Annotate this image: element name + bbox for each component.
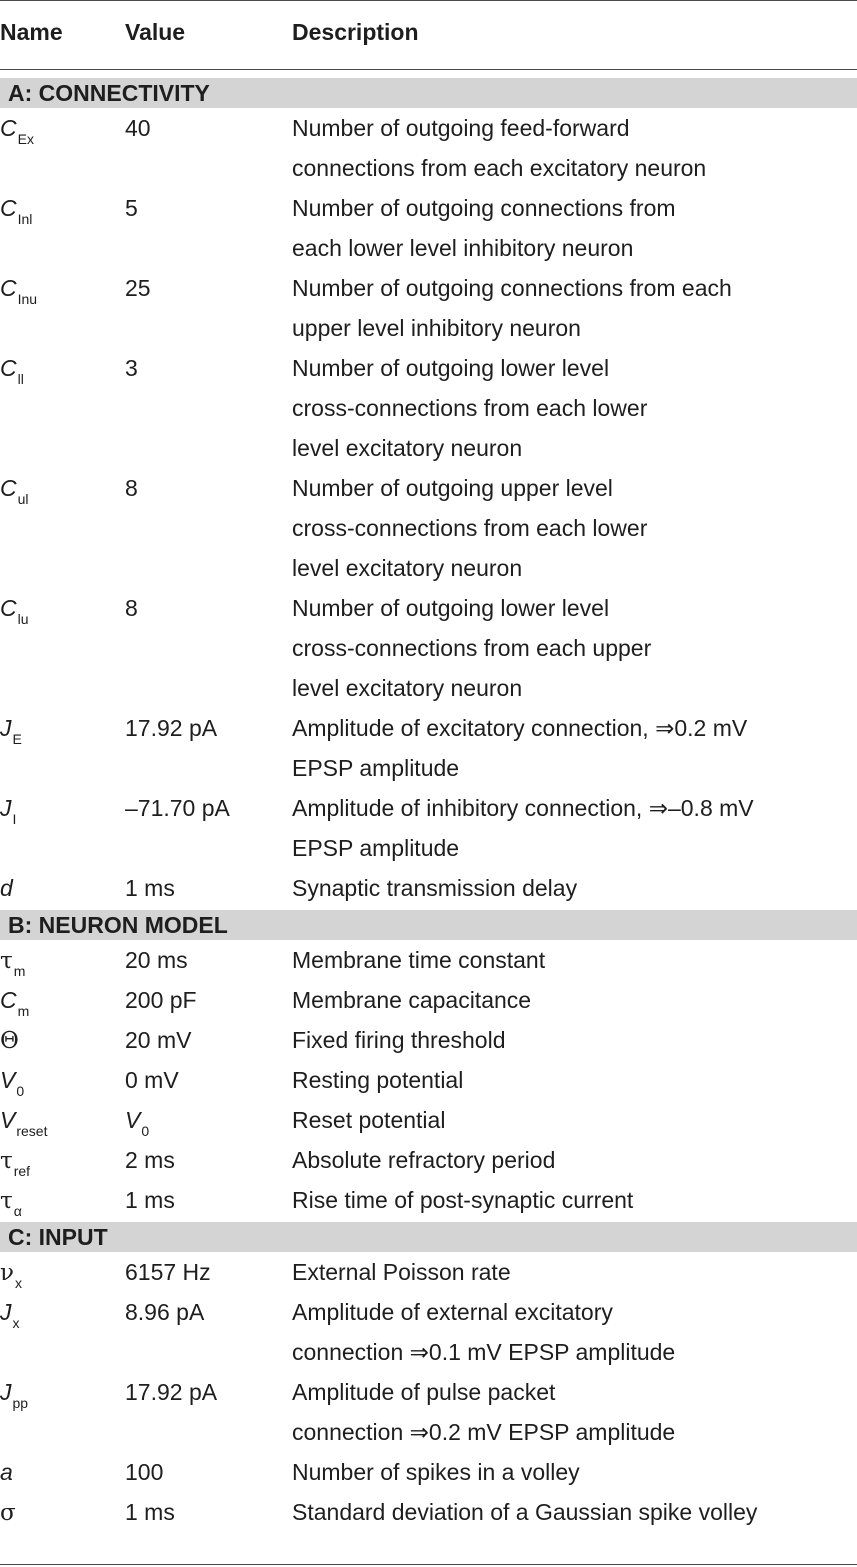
table-row	[0, 188, 857, 268]
description-line: Number of outgoing upper level	[292, 475, 613, 501]
param-name	[0, 108, 34, 151]
description-line: connections from each excitatory neuron	[292, 155, 707, 181]
header-description: Description	[292, 19, 419, 45]
param-symbol: C	[0, 595, 17, 621]
param-description	[292, 1140, 555, 1180]
description-line: cross-connections from each lower	[292, 395, 648, 421]
param-subscript: x	[14, 1275, 22, 1291]
param-name	[0, 1452, 14, 1495]
description-line: EPSP amplitude	[292, 755, 460, 781]
param-subscript: α	[13, 1203, 22, 1219]
param-value	[125, 1060, 180, 1103]
param-subscript: pp	[12, 1395, 29, 1411]
table-row	[0, 1180, 857, 1220]
param-symbol: C	[0, 355, 17, 381]
param-subscript: ll	[17, 371, 24, 387]
param-value	[125, 468, 139, 511]
table-row	[0, 1492, 857, 1532]
param-symbol: d	[0, 875, 13, 901]
param-symbol: C	[0, 115, 17, 141]
param-value-text: 0 mV	[125, 1067, 179, 1093]
param-value	[125, 1292, 205, 1335]
table-row	[0, 1252, 857, 1292]
description-line: upper level inhibitory neuron	[292, 315, 581, 341]
param-symbol: ν	[0, 1260, 14, 1286]
param-description	[292, 1180, 633, 1220]
param-symbol: τ	[0, 1188, 13, 1214]
table-row	[0, 108, 857, 188]
param-subscript: reset	[16, 1123, 48, 1139]
param-value	[125, 1452, 164, 1495]
param-symbol: τ	[0, 1148, 13, 1174]
param-description	[292, 708, 747, 788]
param-description	[292, 980, 531, 1020]
param-name	[0, 588, 29, 631]
param-value	[125, 1252, 212, 1295]
param-name	[0, 1492, 17, 1535]
description-line: EPSP amplitude	[292, 835, 460, 861]
param-value-text: 8.96 pA	[125, 1299, 205, 1325]
param-description	[292, 1100, 445, 1140]
table-row	[0, 940, 857, 980]
table-row	[0, 1140, 857, 1180]
param-symbol: J	[0, 1299, 12, 1325]
param-name	[0, 1140, 30, 1183]
param-value	[125, 1020, 192, 1063]
table-row	[0, 1452, 857, 1492]
param-description	[292, 468, 647, 588]
description-line: Number of outgoing lower level	[292, 355, 610, 381]
param-value	[125, 1492, 176, 1535]
param-name	[0, 468, 29, 511]
param-description	[292, 868, 577, 908]
param-value	[125, 1100, 149, 1143]
description-line: Number of spikes in a volley	[292, 1459, 580, 1485]
description-line: Synaptic transmission delay	[292, 875, 578, 901]
param-value	[125, 980, 198, 1023]
param-name	[0, 1180, 22, 1223]
description-line: connection ⇒0.2 mV EPSP amplitude	[292, 1419, 676, 1445]
param-value-subscript: 0	[141, 1123, 150, 1139]
header-value: Value	[125, 19, 186, 45]
section-header: B: NEURON MODEL	[0, 910, 857, 940]
param-subscript: ref	[13, 1163, 31, 1179]
description-line: connection ⇒0.1 mV EPSP amplitude	[292, 1339, 676, 1365]
param-name	[0, 188, 32, 231]
param-symbol: a	[0, 1459, 13, 1485]
param-description	[292, 1292, 675, 1372]
param-subscript: m	[17, 1003, 30, 1019]
param-value-text: 1 ms	[125, 1187, 175, 1213]
param-name	[0, 1372, 28, 1415]
param-name	[0, 268, 37, 311]
param-value-text: 100	[125, 1459, 164, 1485]
param-name	[0, 1060, 24, 1103]
param-subscript: Ex	[17, 131, 34, 147]
table-row	[0, 268, 857, 348]
param-value	[125, 588, 139, 631]
description-line: Amplitude of excitatory connection, ⇒0.2 mV	[292, 715, 748, 741]
table-row	[0, 708, 857, 788]
param-symbol: V	[0, 1107, 16, 1133]
parameter-table-body	[0, 78, 857, 1532]
param-value-text: 6157 Hz	[125, 1259, 211, 1285]
param-value	[125, 1180, 176, 1223]
param-name	[0, 1020, 20, 1063]
param-value	[125, 788, 231, 831]
param-value-text: V	[125, 1107, 141, 1133]
param-value	[125, 188, 139, 231]
description-line: Fixed firing threshold	[292, 1027, 506, 1053]
description-line: Resting potential	[292, 1067, 464, 1093]
param-value	[125, 708, 218, 751]
param-value-text: –71.70 pA	[125, 795, 230, 821]
param-description	[292, 588, 651, 708]
param-symbol: V	[0, 1067, 16, 1093]
param-value-text: 20 mV	[125, 1027, 192, 1053]
description-line: cross-connections from each upper	[292, 635, 652, 661]
table-row	[0, 1292, 857, 1372]
description-line: Reset potential	[292, 1107, 446, 1133]
description-line: Number of outgoing connections from each	[292, 275, 732, 301]
param-description	[292, 1020, 506, 1060]
param-symbol: J	[0, 795, 12, 821]
section-header: C: INPUT	[0, 1222, 857, 1252]
description-line: External Poisson rate	[292, 1259, 511, 1285]
param-subscript: Inu	[17, 291, 38, 307]
param-subscript: Inl	[17, 211, 33, 227]
param-value-text: 5	[125, 195, 138, 221]
param-description	[292, 1060, 463, 1100]
param-value-text: 20 ms	[125, 947, 188, 973]
param-symbol: σ	[0, 1500, 16, 1526]
param-value	[125, 940, 189, 983]
header-name: Name	[0, 19, 63, 45]
header-rule	[0, 69, 857, 70]
param-name	[0, 980, 29, 1023]
param-symbol: J	[0, 715, 12, 741]
param-value-text: 8	[125, 475, 138, 501]
param-value-text: 1 ms	[125, 1499, 175, 1525]
param-subscript: lu	[17, 611, 29, 627]
param-name	[0, 868, 14, 911]
param-description	[292, 1252, 511, 1292]
param-symbol: C	[0, 275, 17, 301]
param-value	[125, 1140, 176, 1183]
description-line: each lower level inhibitory neuron	[292, 235, 634, 261]
param-symbol: C	[0, 987, 17, 1013]
description-line: Number of outgoing connections from	[292, 195, 676, 221]
description-line: Standard deviation of a Gaussian spike volley	[292, 1499, 758, 1525]
param-subscript: m	[13, 963, 26, 979]
param-value-text: 17.92 pA	[125, 715, 218, 741]
param-symbol: τ	[0, 948, 13, 974]
param-name	[0, 940, 25, 983]
param-value	[125, 1372, 218, 1415]
table-row	[0, 868, 857, 908]
param-description	[292, 188, 676, 268]
param-name	[0, 788, 16, 831]
table-row	[0, 588, 857, 708]
param-subscript: ul	[17, 491, 29, 507]
description-line: Absolute refractory period	[292, 1147, 556, 1173]
param-description	[292, 1452, 580, 1492]
param-name	[0, 708, 22, 751]
param-name	[0, 1100, 47, 1143]
param-description	[292, 1492, 757, 1532]
param-symbol: Θ	[0, 1028, 19, 1054]
description-line: Amplitude of pulse packet	[292, 1379, 556, 1405]
description-line: Rise time of post-synaptic current	[292, 1187, 634, 1213]
table-row	[0, 468, 857, 588]
param-description	[292, 268, 732, 348]
param-description	[292, 108, 706, 188]
param-value-text: 40	[125, 115, 151, 141]
param-description	[292, 1372, 675, 1452]
description-line: Amplitude of external excitatory	[292, 1299, 613, 1325]
table-row	[0, 788, 857, 868]
param-description	[292, 788, 754, 868]
param-value-text: 25	[125, 275, 151, 301]
param-value-text: 1 ms	[125, 875, 175, 901]
table-row	[0, 1020, 857, 1060]
description-line: Amplitude of inhibitory connection, ⇒–0.8 mV	[292, 795, 754, 821]
param-subscript: x	[12, 1315, 20, 1331]
param-value-text: 2 ms	[125, 1147, 175, 1173]
param-value	[125, 108, 152, 151]
param-value	[125, 868, 176, 911]
param-symbol: C	[0, 195, 17, 221]
param-subscript: E	[12, 731, 22, 747]
param-value-text: 200 pF	[125, 987, 197, 1013]
param-subscript: 0	[16, 1083, 25, 1099]
table-row	[0, 1100, 857, 1140]
param-name	[0, 1252, 22, 1295]
param-symbol: J	[0, 1379, 12, 1405]
description-line: Membrane time constant	[292, 947, 546, 973]
param-subscript: I	[12, 811, 17, 827]
param-value	[125, 268, 152, 311]
param-description	[292, 348, 647, 468]
description-line: Number of outgoing feed-forward	[292, 115, 630, 141]
table-row	[0, 1372, 857, 1452]
description-line: level excitatory neuron	[292, 555, 523, 581]
description-line: level excitatory neuron	[292, 675, 523, 701]
param-value-text: 17.92 pA	[125, 1379, 218, 1405]
table-row	[0, 980, 857, 1020]
param-name	[0, 1292, 20, 1335]
param-value	[125, 348, 139, 391]
param-value-text: 8	[125, 595, 138, 621]
table-bottom-rule	[0, 1564, 857, 1565]
description-line: Number of outgoing lower level	[292, 595, 610, 621]
param-value-text: 3	[125, 355, 138, 381]
param-name	[0, 348, 24, 391]
param-symbol: C	[0, 475, 17, 501]
description-line: Membrane capacitance	[292, 987, 532, 1013]
description-line: cross-connections from each lower	[292, 515, 648, 541]
section-header: A: CONNECTIVITY	[0, 78, 857, 108]
table-row	[0, 1060, 857, 1100]
description-line: level excitatory neuron	[292, 435, 523, 461]
table-row	[0, 348, 857, 468]
param-description	[292, 940, 545, 980]
